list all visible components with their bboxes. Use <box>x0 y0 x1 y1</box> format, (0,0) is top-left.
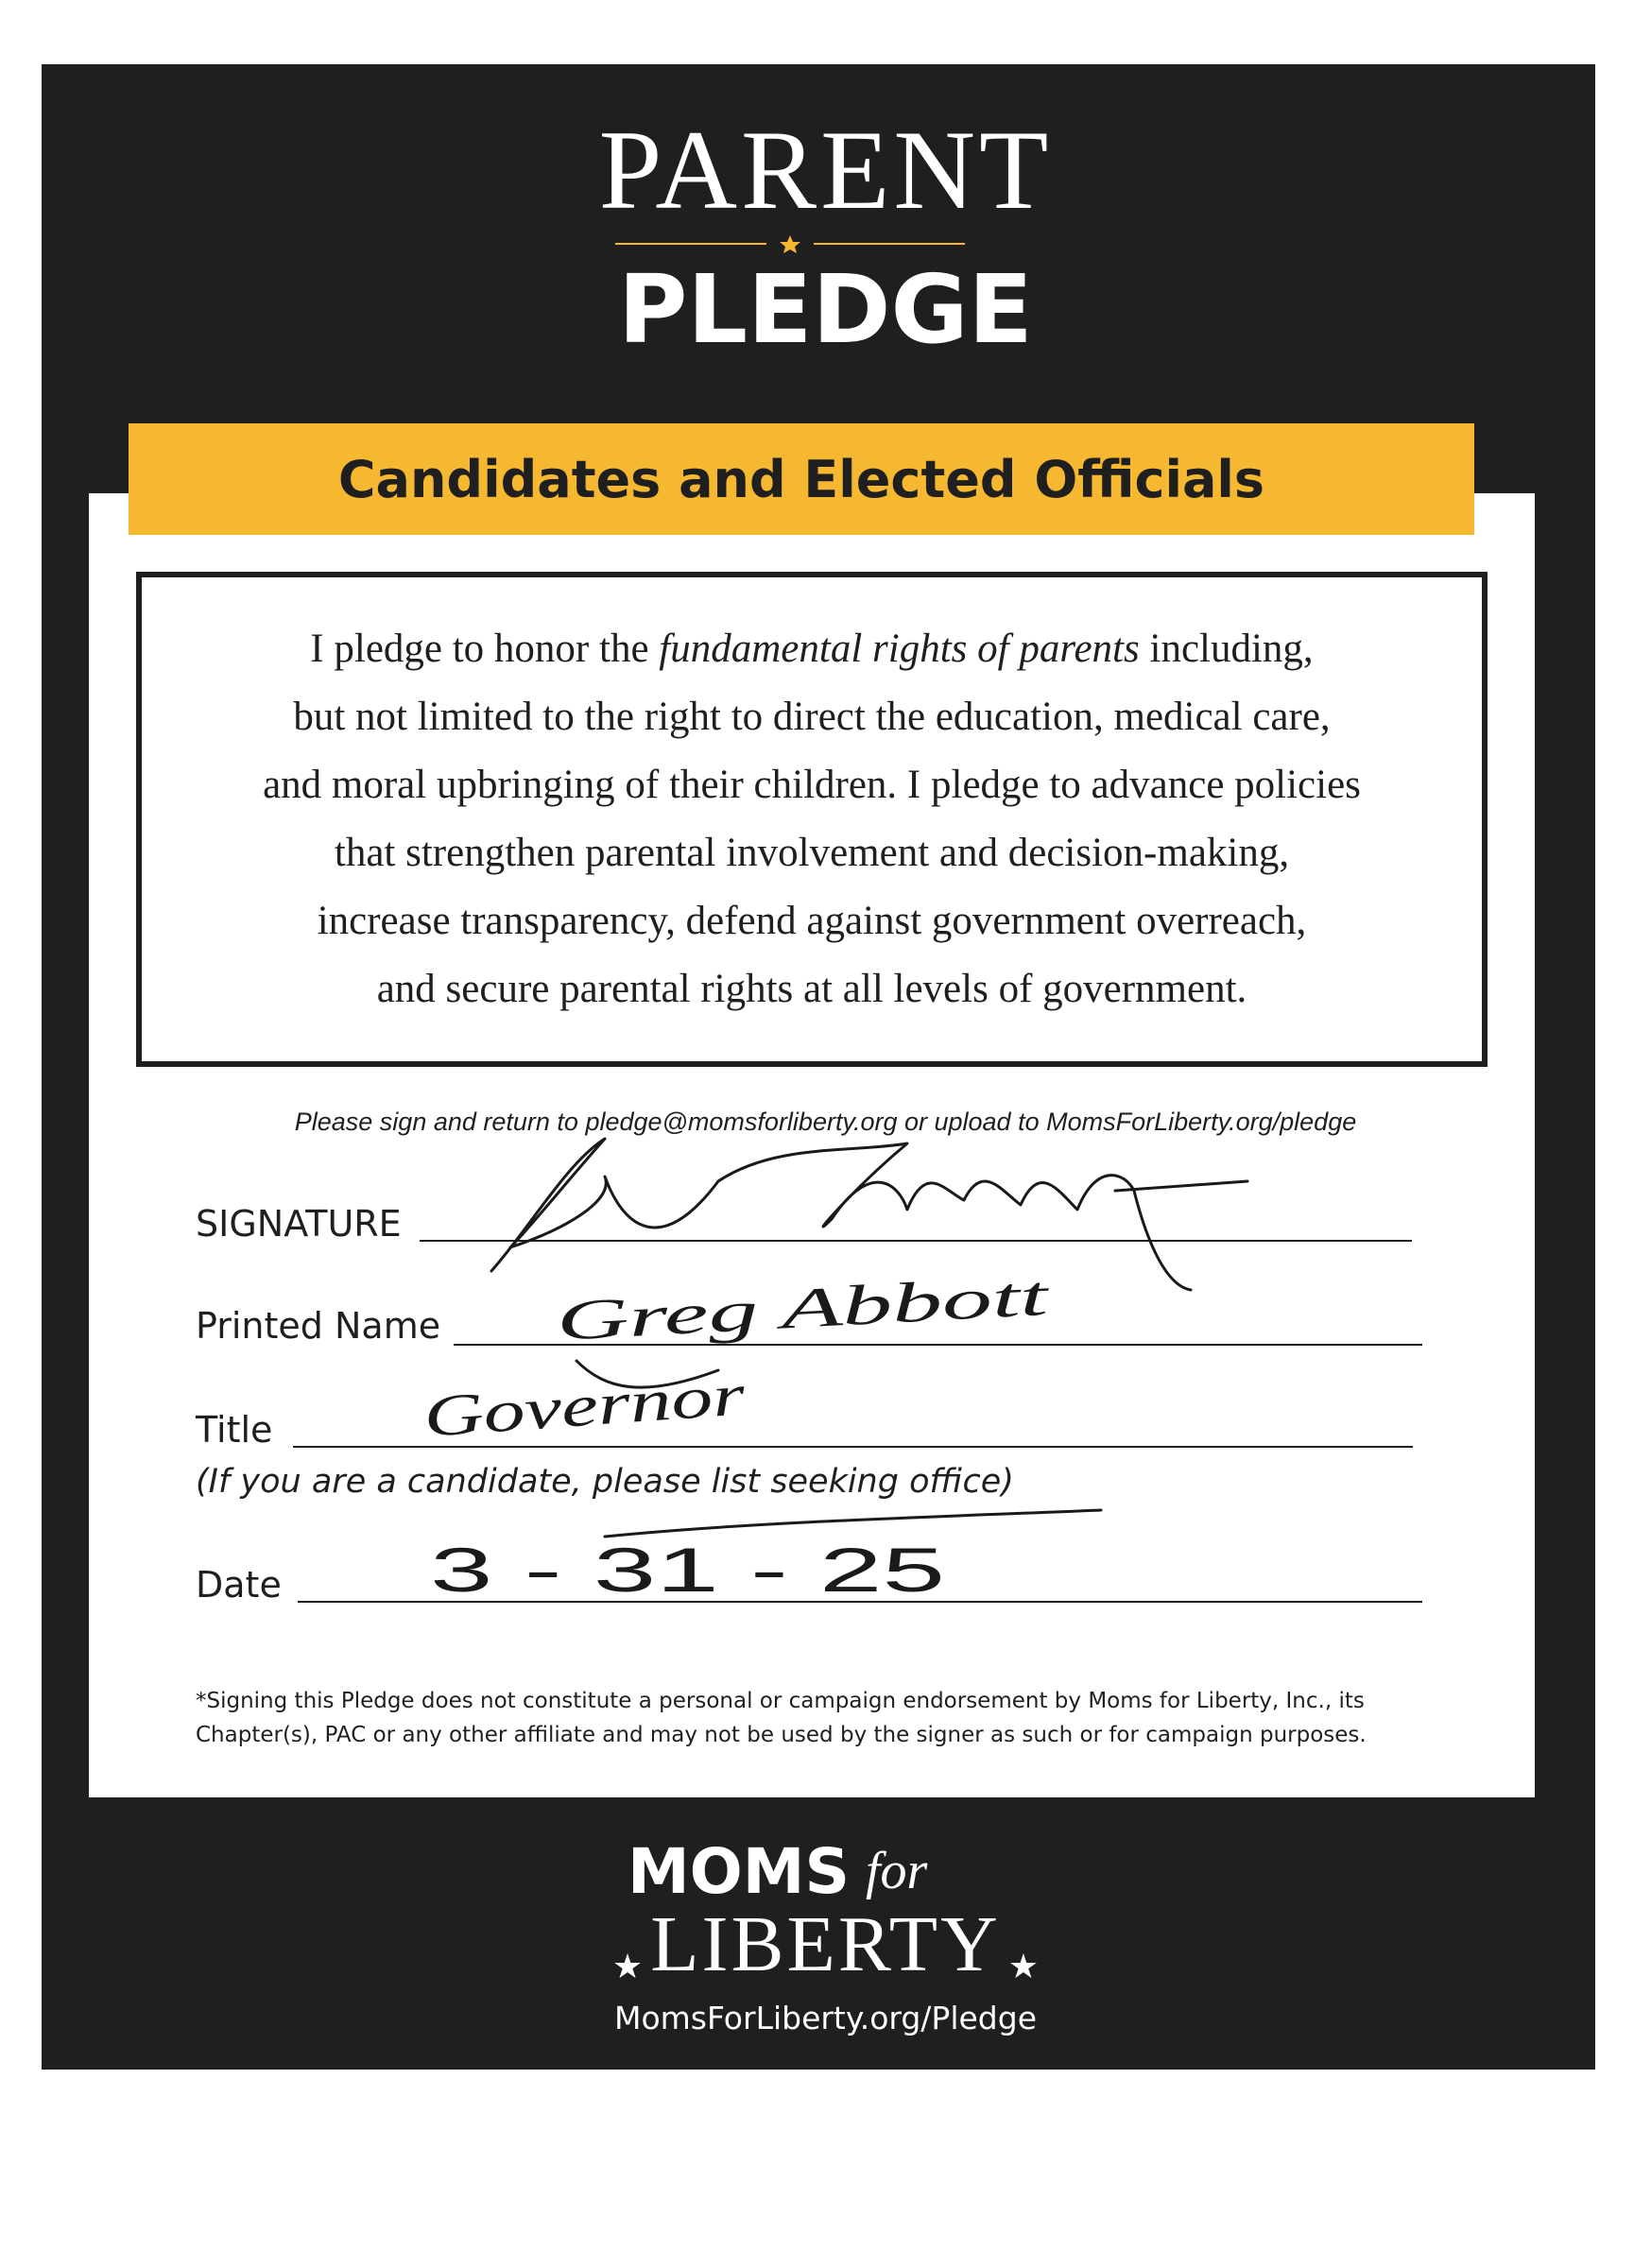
banner-text: Candidates and Elected Officials <box>337 449 1265 509</box>
printed-name-label: Printed Name <box>196 1305 441 1347</box>
return-instructions: Please sign and return to pledge@momsforliberty.org or upload to MomsForLiberty.org/pledge <box>294 1108 1357 1136</box>
pledge-line-2: but not limited to the right to direct the education, medical care, <box>293 695 1331 739</box>
pledge-line-5: increase transparency, defend against government overreach, <box>317 899 1307 943</box>
title-label: Title <box>196 1409 273 1451</box>
handwritten-printed-name: Greg Abbott <box>555 1275 837 1352</box>
logo-liberty: LIBERTY <box>650 1900 1001 1988</box>
title-pledge: PLEDGE <box>618 254 1033 365</box>
signature-label: SIGNATURE <box>196 1203 402 1245</box>
star-icon: ★ <box>611 1946 644 1985</box>
pledge-line-1-start: I pledge to honor the <box>310 627 660 671</box>
logo-moms: MOMS <box>628 1835 850 1908</box>
date-label: Date <box>196 1564 282 1606</box>
handwritten-date: 3 - 31 - 25 <box>430 1535 945 1605</box>
pledge-line-6: and secure parental rights at all levels of government. <box>376 967 1247 1011</box>
pledge-line-1-emphasis: fundamental rights of parents <box>659 627 1140 671</box>
title-note: (If you are a candidate, please list seeking office) <box>196 1463 1014 1501</box>
title-parent: PARENT <box>598 107 1053 232</box>
disclaimer: *Signing this Pledge does not constitute a personal or campaign endorsement by Moms for Liberty, Inc., its Chapter(s), PAC or any other affiliate and may not be used by the signer as such or for campaign purposes. <box>196 1689 1367 1747</box>
pledge-line-4: that strengthen parental involvement and decision-making, <box>334 831 1290 875</box>
logo-for: for <box>866 1842 928 1900</box>
pledge-line-1-end: including, <box>1139 627 1314 671</box>
pledge-line-3: and moral upbringing of their children. I pledge to advance policies <box>263 763 1361 807</box>
star-icon: ★ <box>1007 1946 1040 1985</box>
handwritten-title: Governor <box>421 1369 654 1450</box>
footer-url[interactable]: MomsForLiberty.org/Pledge <box>614 2000 1037 2036</box>
handwritten-signature <box>491 1139 1247 1290</box>
logo-liberty-row <box>0 1900 1651 1988</box>
